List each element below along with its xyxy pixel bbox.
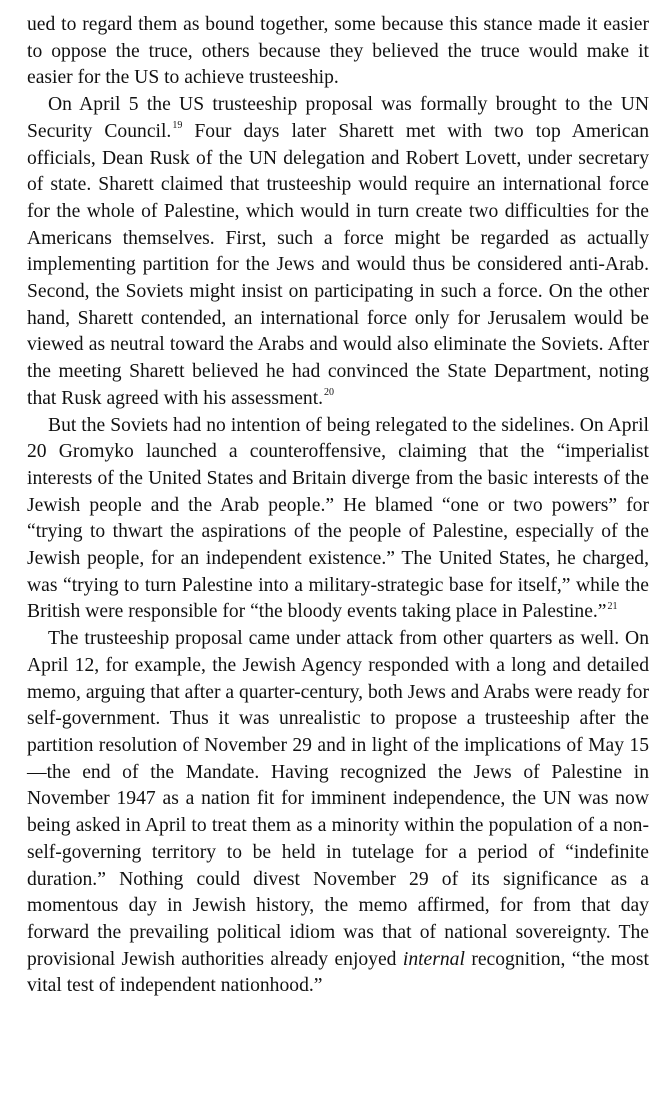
text-run: ued to regard them as bound together, some because this stance made it easier to oppose the truce, others because they believed the truce would make it easier for the US to achieve trusteeship. xyxy=(27,14,649,89)
italic-text: internal xyxy=(402,948,465,970)
book-page-body xyxy=(27,12,649,1000)
text-run: But the Soviets had no intention of being relegated to the sidelines. On April 20 Gromyko launched a counteroffensive, claiming that the “imperialist interests of the United States and Britain diverge from the basic interests of the Jewish people and the Arab people.” He blamed “one or two powers” for “trying to thwart the aspirations of the people of Palestine, especially of the Jewish people, for an independent existence.” The United States, he charged, was “trying to turn Palestine into a military-strategic base for itself,” while the British were responsible for “the bloody events taking place in Palestine.” xyxy=(27,414,649,623)
paragraph-4 xyxy=(27,626,649,1000)
paragraph-1 xyxy=(27,12,649,92)
footnote-ref-21: 21 xyxy=(607,600,618,612)
text-run: The trusteeship proposal came under attack from other quarters as well. On April 12, for example, the Jewish Agency responded with a long and detailed memo, arguing that after a quarter-century, both Jews and Arabs were ready for self-government. Thus it was unrealistic to propose a trusteeship after the partition resolution of November 29 and in light of the implications of May 15—the end of the Mandate. Having recognized the Jews of Palestine in November 1947 as a nation fit for imminent independence, the UN was now being asked in April to treat them as a minority within the population of a non-self-governing territory to be held in tutelage for a period of “indefinite duration.” Nothing could divest November 29 of its significance as a momentous day in Jewish history, the memo affirmed, for from that day forward the prevailing political idiom was that of national sovereignty. The provisional Jewish authorities already enjoyed xyxy=(27,628,649,970)
text-run: Four days later Sharett met with two top American officials, Dean Rusk of the UN delegation and Robert Lovett, under secretary of state. Sharett claimed that trusteeship would require an international force for the whole of Palestine, which would in turn create two difficulties for the Americans themselves. First, such a force might be regarded as actually implementing partition for the Jews and would thus be considered anti-Arab. Second, the Soviets might insist on participating in such a force. On the other hand, Sharett contended, an international force only for Jerusalem would be viewed as neutral toward the Arabs and would also eliminate the Soviets. After the meeting Sharett believed he had convinced the State Department, noting that Rusk agreed with his assessment. xyxy=(27,120,649,409)
text-run: On April 5 the US trusteeship proposal was formally brought to the UN Security Council. xyxy=(27,94,649,142)
paragraph-2 xyxy=(27,92,649,412)
footnote-ref-19: 19 xyxy=(172,120,183,132)
paragraph-3 xyxy=(27,413,649,627)
text-run: recognition, “the most vital test of independent nationhood.” xyxy=(27,948,649,997)
footnote-ref-20: 20 xyxy=(324,387,335,399)
